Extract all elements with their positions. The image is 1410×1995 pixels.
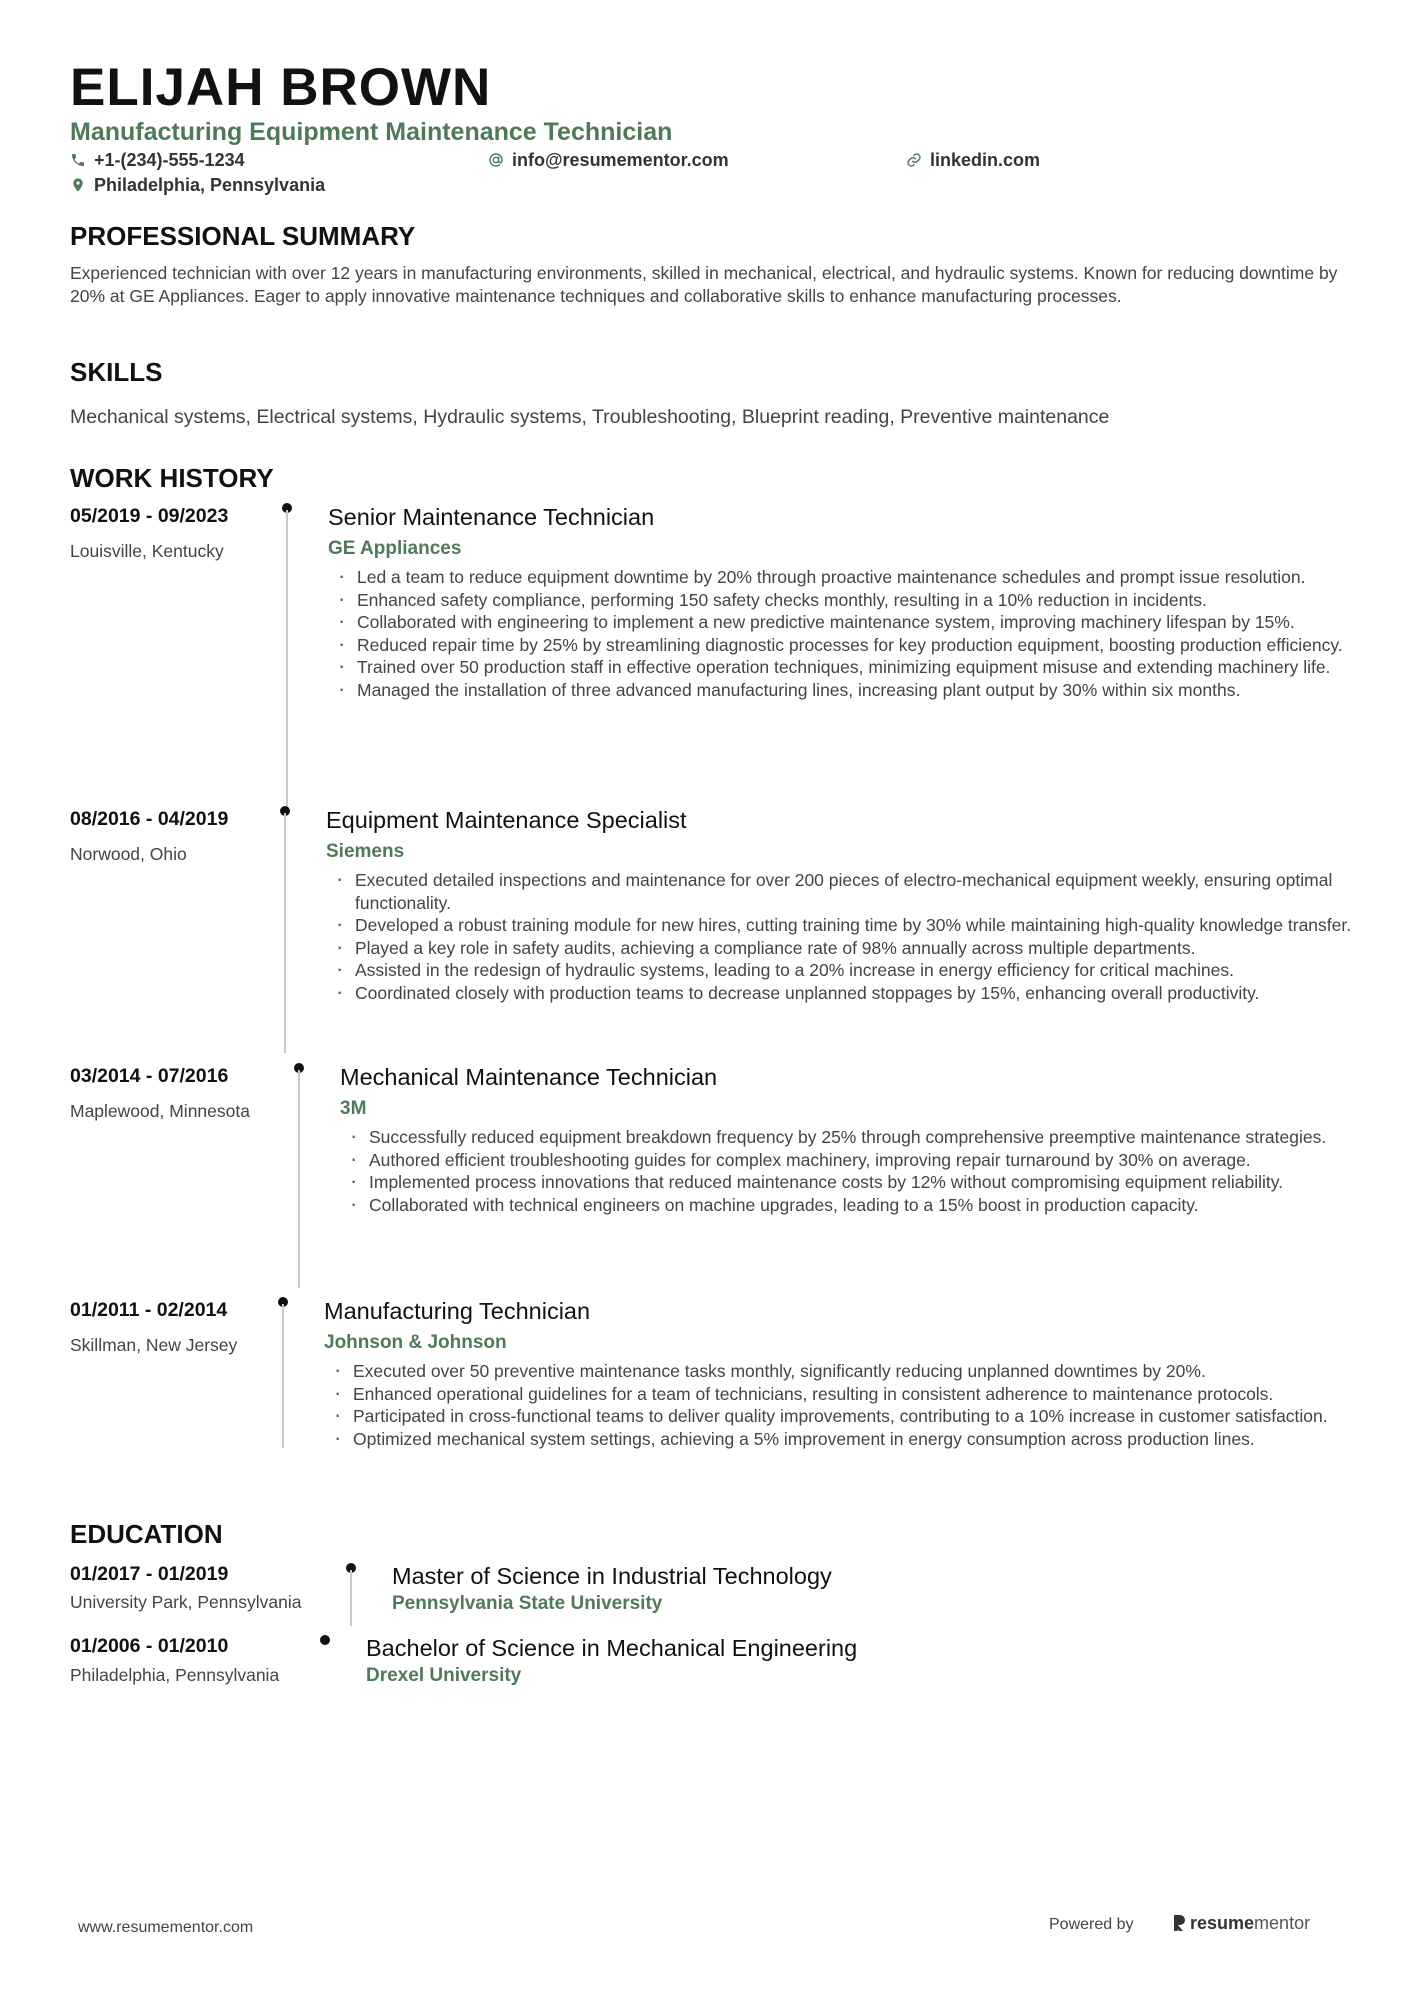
job-bullet: · Executed detailed inspections and maintenance for over 200 pieces of electro-mechanical equipment weekly, ensuring optimal functionality. bbox=[333, 869, 1353, 914]
job-role: Mechanical Maintenance Technician bbox=[340, 1064, 718, 1090]
job-company: Johnson & Johnson bbox=[324, 1332, 507, 1353]
phone-icon bbox=[70, 152, 86, 168]
job-role: Senior Maintenance Technician bbox=[328, 504, 655, 530]
job-bullet: · Successfully reduced equipment breakdown frequency by 25% through comprehensive preemptive maintenance strategies. bbox=[347, 1126, 1357, 1149]
education-location: University Park, Pennsylvania bbox=[70, 1592, 302, 1612]
timeline-line bbox=[350, 1570, 352, 1626]
education-location: Philadelphia, Pennsylvania bbox=[70, 1665, 280, 1685]
education-school: Drexel University bbox=[366, 1665, 522, 1686]
job-company: GE Appliances bbox=[328, 538, 462, 559]
phone-text: +1-(234)-555-1234 bbox=[94, 150, 245, 170]
job-bullet: · Coordinated closely with production teams to decrease unplanned stoppages by 15%, enhancing overall productivity. bbox=[333, 982, 1353, 1005]
work-history-heading: WORK HISTORY bbox=[70, 463, 274, 493]
job-location: Norwood, Ohio bbox=[70, 844, 187, 864]
footer-powered-by: Powered by bbox=[1049, 1916, 1134, 1933]
summary-heading: PROFESSIONAL SUMMARY bbox=[70, 221, 416, 251]
job-dates: 03/2014 - 07/2016 bbox=[70, 1065, 229, 1087]
location-icon bbox=[70, 177, 86, 193]
job-bullet: · Reduced repair time by 25% by streamlining diagnostic processes for key production equipment, boosting production efficiency. bbox=[335, 634, 1355, 657]
email-text[interactable]: info@resumementor.com bbox=[512, 150, 729, 170]
job-dates: 05/2019 - 09/2023 bbox=[70, 505, 229, 527]
job-bullet: · Played a key role in safety audits, achieving a compliance rate of 98% annually across multiple departments. bbox=[333, 937, 1353, 960]
job-bullet: · Enhanced safety compliance, performing 150 safety checks monthly, resulting in a 10% reduction in incidents. bbox=[335, 589, 1355, 612]
job-dates: 08/2016 - 04/2019 bbox=[70, 808, 229, 830]
linkedin-text[interactable]: linkedin.com bbox=[930, 150, 1041, 170]
skills-heading: SKILLS bbox=[70, 357, 163, 387]
brand-name-part1: resume bbox=[1190, 1913, 1255, 1933]
timeline-line bbox=[298, 1070, 300, 1288]
location-text: Philadelphia, Pennsylvania bbox=[94, 175, 326, 195]
skills-text: Mechanical systems, Electrical systems, Hydraulic systems, Troubleshooting, Blueprint reading, Preventive maintenance bbox=[70, 406, 1110, 428]
job-company: Siemens bbox=[326, 841, 405, 862]
job-role: Equipment Maintenance Specialist bbox=[326, 807, 687, 833]
job-location: Skillman, New Jersey bbox=[70, 1335, 238, 1355]
job-bullets bbox=[347, 1126, 1357, 1216]
job-bullet: · Executed over 50 preventive maintenance tasks monthly, significantly reducing unplanned downtimes by 20%. bbox=[331, 1360, 1361, 1383]
job-bullets bbox=[331, 1360, 1361, 1450]
job-company: 3M bbox=[340, 1098, 367, 1119]
contact-phone bbox=[70, 149, 245, 171]
job-bullets bbox=[335, 566, 1355, 701]
job-bullet: · Optimized mechanical system settings, achieving a 5% improvement in energy consumption across production lines. bbox=[331, 1428, 1361, 1451]
job-bullets bbox=[333, 869, 1353, 1004]
job-dates: 01/2011 - 02/2014 bbox=[70, 1299, 228, 1321]
job-bullet: · Participated in cross-functional teams to deliver quality improvements, contributing to a 10% increase in customer satisfaction. bbox=[331, 1405, 1361, 1428]
education-school: Pennsylvania State University bbox=[392, 1593, 663, 1614]
timeline-dot bbox=[320, 1635, 330, 1645]
summary-text: Experienced technician with over 12 years in manufacturing environments, skilled in mechanical, electrical, and hydraulic systems. Known for reducing downtime by 20% at GE Appliances. Eager to apply innovative maintenance techniques and collaborative skills to enhance manufacturing processes. bbox=[70, 263, 1338, 306]
timeline-line bbox=[282, 1304, 284, 1448]
job-bullet: · Developed a robust training module for new hires, cutting training time by 30% while maintaining high-quality knowledge transfer. bbox=[333, 914, 1353, 937]
education-dates: 01/2006 - 01/2010 bbox=[70, 1635, 229, 1657]
resumementor-logo-icon bbox=[1172, 1913, 1186, 1933]
education-degree: Bachelor of Science in Mechanical Engineering bbox=[366, 1635, 858, 1661]
brand-name-part2: mentor bbox=[1254, 1913, 1311, 1933]
job-bullet: · Managed the installation of three advanced manufacturing lines, increasing plant output by 30% within six months. bbox=[335, 679, 1355, 702]
education-dates: 01/2017 - 01/2019 bbox=[70, 1563, 229, 1585]
job-role: Manufacturing Technician bbox=[324, 1298, 591, 1324]
job-bullet: · Collaborated with technical engineers on machine upgrades, leading to a 15% boost in production capacity. bbox=[347, 1194, 1357, 1217]
job-bullet: · Trained over 50 production staff in effective operation techniques, minimizing equipment misuse and extending machinery life. bbox=[335, 656, 1355, 679]
job-location: Louisville, Kentucky bbox=[70, 541, 224, 561]
timeline-line bbox=[286, 510, 288, 806]
contact-location bbox=[70, 174, 325, 196]
job-bullet: · Led a team to reduce equipment downtime by 20% through proactive maintenance schedules and prompt issue resolution. bbox=[335, 566, 1355, 589]
job-bullet: · Assisted in the redesign of hydraulic systems, leading to a 20% increase in energy efficiency for critical machines. bbox=[333, 959, 1353, 982]
email-icon bbox=[488, 152, 504, 168]
job-location: Maplewood, Minnesota bbox=[70, 1101, 250, 1121]
footer-brand[interactable] bbox=[1172, 1911, 1310, 1935]
education-heading: EDUCATION bbox=[70, 1519, 223, 1549]
contact-linkedin[interactable] bbox=[906, 149, 1040, 171]
footer-website[interactable]: www.resumementor.com bbox=[78, 1919, 254, 1936]
candidate-name: ELIJAH BROWN bbox=[70, 58, 492, 117]
education-degree: Master of Science in Industrial Technology bbox=[392, 1563, 832, 1589]
job-bullet: · Enhanced operational guidelines for a team of technicians, resulting in consistent adherence to maintenance protocols. bbox=[331, 1383, 1361, 1406]
link-icon bbox=[906, 152, 922, 168]
job-bullet: · Implemented process innovations that reduced maintenance costs by 12% without compromising equipment reliability. bbox=[347, 1171, 1357, 1194]
contact-email[interactable] bbox=[488, 149, 729, 171]
candidate-title: Manufacturing Equipment Maintenance Technician bbox=[70, 118, 673, 146]
job-bullet: · Collaborated with engineering to implement a new predictive maintenance system, improving machinery lifespan by 15%. bbox=[335, 611, 1355, 634]
job-bullet: · Authored efficient troubleshooting guides for complex machinery, improving repair turnaround by 30% on average. bbox=[347, 1149, 1357, 1172]
timeline-line bbox=[284, 813, 286, 1053]
